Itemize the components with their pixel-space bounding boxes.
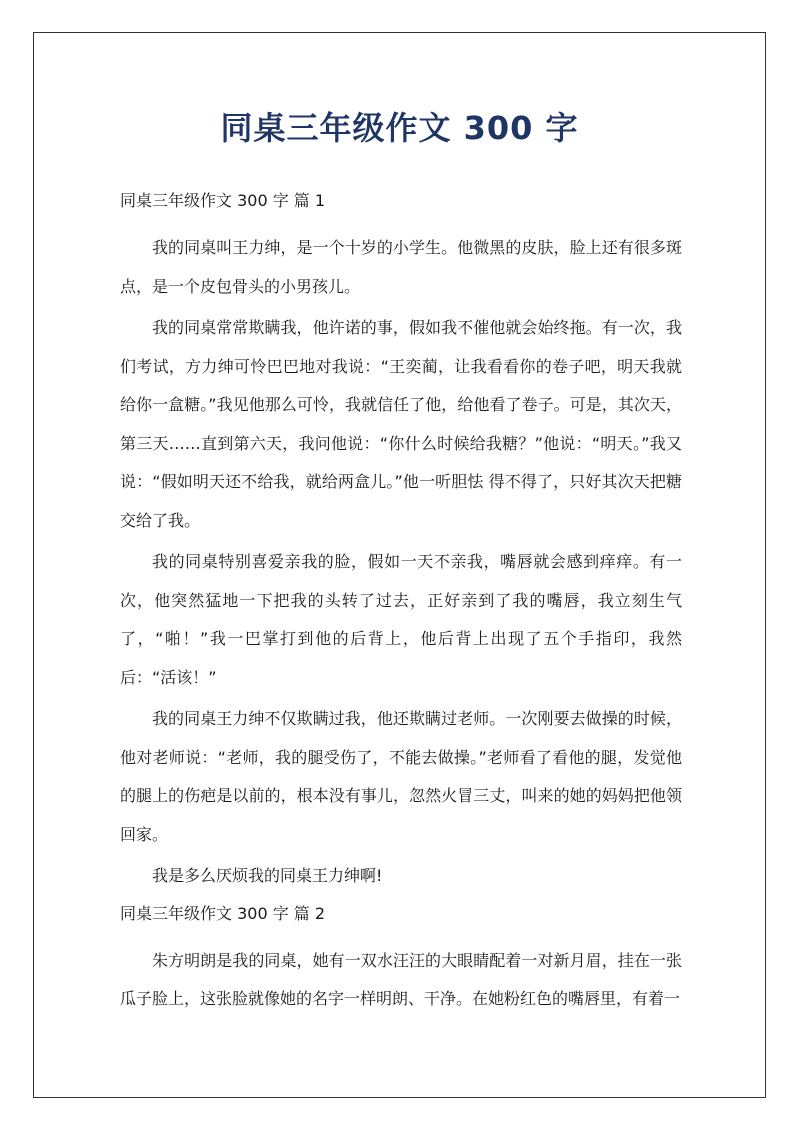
paragraph: 我的同桌王力绅不仅欺瞒过我，他还欺瞒过老师。一次刚要去做操的时候，他对老师说：“老师，我的腿受伤了，不能去做操。”老师看了看他的腿，发觉他的腿上的伤疤是以前的，根本没有事儿，忽然火冒三丈，叫来的她的妈妈把他领回家。 bbox=[120, 709, 682, 844]
paragraph: 朱方明朗是我的同桌，她有一双水汪汪的大眼睛配着一对新月眉，挂在一张瓜子脸上，这张脸就像她的名字一样明朗、干净。在她粉红色的嘴唇里，有着一 bbox=[120, 950, 682, 1008]
paragraph: 我的同桌特别喜爱亲我的脸，假如一天不亲我，嘴唇就会感到痒痒。有一次，他突然猛地一下把我的头转了过去，正好亲到了我的嘴唇，我立刻生气了，“啪！”我一巴掌打到他的后背上，他后背上出现了五个手指印，我然后：“活该！” bbox=[120, 552, 682, 687]
document-body bbox=[120, 186, 682, 1022]
paragraph: 我是多么厌烦我的同桌王力绅啊! bbox=[152, 866, 383, 885]
section-heading: 同桌三年级作文 300 字 篇 2 bbox=[120, 903, 326, 923]
document-title: 同桌三年级作文 300 字 bbox=[220, 109, 579, 147]
paragraph: 我的同桌叫王力绅，是一个十岁的小学生。他微黑的皮肤，脸上还有很多斑点，是一个皮包骨头的小男孩儿。 bbox=[120, 238, 682, 296]
section-heading: 同桌三年级作文 300 字 篇 1 bbox=[120, 191, 326, 210]
paragraph: 我的同桌常常欺瞒我，他许诺的事，假如我不催他就会始终拖。有一次，我们考试，方力绅可怜巴巴地对我说：“王奕蔺，让我看看你的卷子吧，明天我就给你一盒糖。”我见他那么可怜，我就信任了他，给他看了卷子。可是，其次天，第三天……直到第六天，我问他说：“你什么时候给我糖？”他说：“明天。”我又说：“假如明天还不给我，就给两盒儿。”他一听胆怯 得不得了，只好其次天把糖交给了我。 bbox=[120, 318, 682, 530]
